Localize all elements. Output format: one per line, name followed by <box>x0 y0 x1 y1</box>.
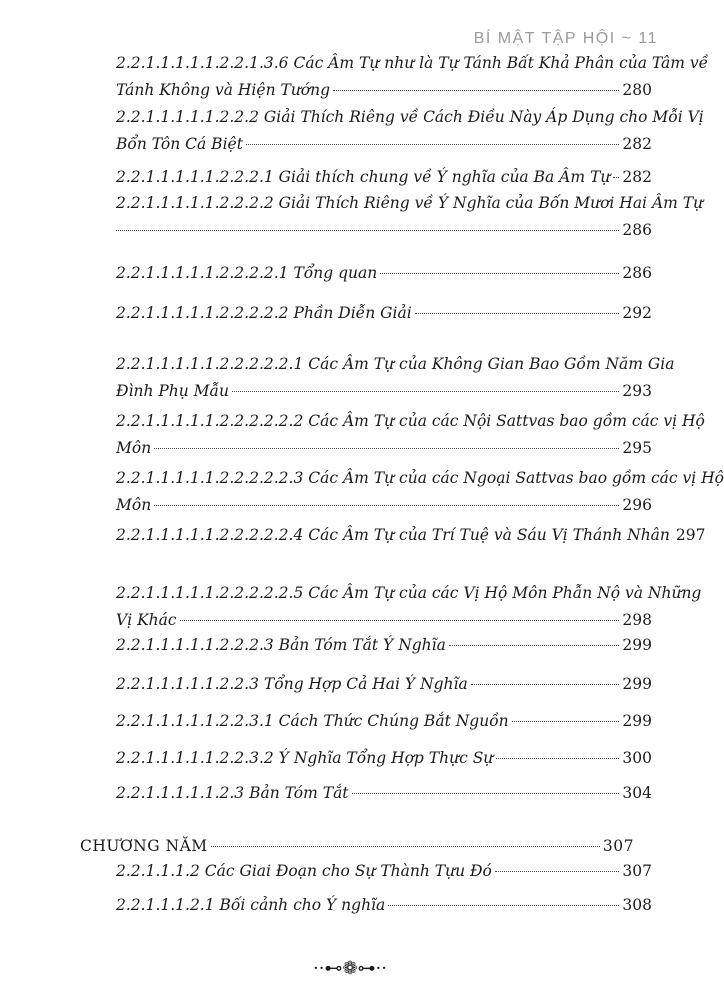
dot-leader <box>116 230 619 231</box>
dot-leader <box>154 505 619 506</box>
toc-entry[interactable] <box>116 580 702 634</box>
toc-page-number: 298 <box>622 611 652 629</box>
toc-page-number: 280 <box>622 81 652 99</box>
toc-entry-title-line2: Vị Khác <box>116 611 177 629</box>
toc-entry[interactable] <box>116 408 705 462</box>
toc-entry[interactable] <box>116 104 704 158</box>
toc-entry-title-line2: Bổn Tôn Cá Biệt <box>116 135 243 153</box>
toc-entry-title-line2: Đình Phụ Mẫu <box>116 382 230 400</box>
toc-entry-title-line2: Tánh Không và Hiện Tướng <box>116 81 331 99</box>
toc-page-number: 304 <box>622 784 652 802</box>
toc-page-number: 307 <box>622 862 652 880</box>
toc-entry-title: 2.2.1.1.1.1.1.2.2.2.2.1 Tổng quan <box>116 264 378 282</box>
dot-leader <box>333 90 619 91</box>
dot-leader <box>613 177 619 178</box>
toc-page-number: 300 <box>622 749 652 767</box>
toc-page-number: 308 <box>622 896 652 914</box>
toc-entry[interactable] <box>116 300 652 327</box>
toc-entry[interactable] <box>116 858 652 885</box>
toc-entry-title-line1: 2.2.1.1.1.1.1.2.2.2.2.2.3 Các Âm Tự của các Ngoại Sattvas bao gồm các vị Hộ <box>116 469 724 487</box>
dot-leader <box>180 620 620 621</box>
toc-entry-title: 2.2.1.1.1.2 Các Giai Đoạn cho Sự Thành Tựu Đó <box>116 862 492 880</box>
toc-entry[interactable] <box>116 465 724 519</box>
toc-page-number: 292 <box>622 304 652 322</box>
toc-page-number: 299 <box>622 712 652 730</box>
toc-entry[interactable] <box>116 632 652 659</box>
toc-page-number: 299 <box>622 636 652 654</box>
toc-entry[interactable] <box>116 892 652 919</box>
toc-page-number: 286 <box>622 221 652 239</box>
toc-page-number: 282 <box>622 135 652 153</box>
dot-leader <box>471 684 620 685</box>
toc-entry-title-line1: 2.2.1.1.1.1.1.2.2.2.2.2.2 Các Âm Tự của các Nội Sattvas bao gồm các vị Hộ <box>116 412 705 430</box>
toc-entry[interactable] <box>116 164 652 191</box>
toc-page-number: 295 <box>622 439 652 457</box>
toc-page-number: 293 <box>622 382 652 400</box>
toc-entry-title: 2.2.1.1.1.1.1.2.2.2.1 Giải thích chung về Ý nghĩa của Ba Âm Tự <box>116 168 611 186</box>
toc-entry-title-line1: 2.2.1.1.1.1.1.2.2.2.2 Giải Thích Riêng về Ý Nghĩa của Bốn Mươi Hai Âm Tự <box>116 194 704 212</box>
toc-page-number: 296 <box>622 496 652 514</box>
toc-entry[interactable] <box>80 833 634 860</box>
dot-leader <box>232 391 619 392</box>
toc-entry[interactable] <box>116 671 652 698</box>
dot-leader <box>388 905 619 906</box>
toc-entry-title-line2: Môn <box>116 439 152 457</box>
toc-entry-title-line1: 2.2.1.1.1.1.1.2.2.2 Giải Thích Riêng về Cách Điều Này Áp Dụng cho Mỗi Vị <box>116 108 704 126</box>
toc-entry[interactable] <box>116 260 652 287</box>
dot-leader <box>496 758 619 759</box>
dot-leader <box>495 871 620 872</box>
toc-entry-title: 2.2.1.1.1.1.1.2.2.2.3 Bản Tóm Tắt Ý Nghĩa <box>116 636 446 654</box>
toc-entry[interactable] <box>116 522 706 549</box>
dot-leader <box>246 144 619 145</box>
toc-entry-title-line1: 2.2.1.1.1.1.1.2.2.2.2.2.5 Các Âm Tự của các Vị Hộ Môn Phẫn Nộ và Những <box>116 584 702 602</box>
dot-leader <box>512 721 620 722</box>
toc-page-number: 297 <box>675 526 706 544</box>
toc-entry-title: 2.2.1.1.1.1.1.2.2.3.1 Cách Thức Chúng Bắt Nguồn <box>116 712 509 730</box>
toc-entry-title: 2.2.1.1.1.1.1.2.2.2.2.2 Phần Diễn Giải <box>116 304 412 322</box>
toc-entry-title: 2.2.1.1.1.2.1 Bối cảnh cho Ý nghĩa <box>116 896 386 914</box>
dot-leader <box>352 793 620 794</box>
toc-entry-title: 2.2.1.1.1.1.1.2.2.2.2.2.4 Các Âm Tự của Trí Tuệ và Sáu Vị Thánh Nhân <box>116 526 670 544</box>
toc-entry-title-line1: 2.2.1.1.1.1.1.2.2.1.3.6 Các Âm Tự như là Tự Tánh Bất Khả Phân của Tâm về <box>116 54 709 72</box>
footer-ornament: ··⊷❁⊶·· <box>313 958 387 979</box>
toc-entry[interactable] <box>116 708 652 735</box>
dot-leader <box>211 846 600 847</box>
toc-entry-title: 2.2.1.1.1.1.1.2.2.3 Tổng Hợp Cả Hai Ý Nghĩa <box>116 675 468 693</box>
dot-leader <box>415 313 620 314</box>
dot-leader <box>154 448 619 449</box>
toc-entry-title: 2.2.1.1.1.1.1.2.2.3.2 Ý Nghĩa Tổng Hợp Thực Sự <box>116 749 494 767</box>
running-header: BÍ MẬT TẬP HỘI ~ 11 <box>473 30 658 47</box>
toc-entry-title-line2: Môn <box>116 496 152 514</box>
toc-page-number: 286 <box>622 264 652 282</box>
dot-leader <box>449 645 620 646</box>
toc-entry[interactable] <box>116 50 709 104</box>
toc-entry[interactable] <box>116 351 675 405</box>
toc-page-number: 299 <box>622 675 652 693</box>
toc-entry-title: 2.2.1.1.1.1.1.2.3 Bản Tóm Tắt <box>116 784 349 802</box>
toc-entry[interactable] <box>116 190 704 244</box>
toc-entry-title: CHƯƠNG NĂM <box>80 837 208 855</box>
toc-entry[interactable] <box>116 780 652 807</box>
toc-entry[interactable] <box>116 745 652 772</box>
toc-entry-title-line1: 2.2.1.1.1.1.1.2.2.2.2.2.1 Các Âm Tự của Không Gian Bao Gồm Năm Gia <box>116 355 675 373</box>
dot-leader <box>380 273 619 274</box>
toc-page-number: 307 <box>602 837 634 855</box>
toc-page-number: 282 <box>622 168 652 186</box>
